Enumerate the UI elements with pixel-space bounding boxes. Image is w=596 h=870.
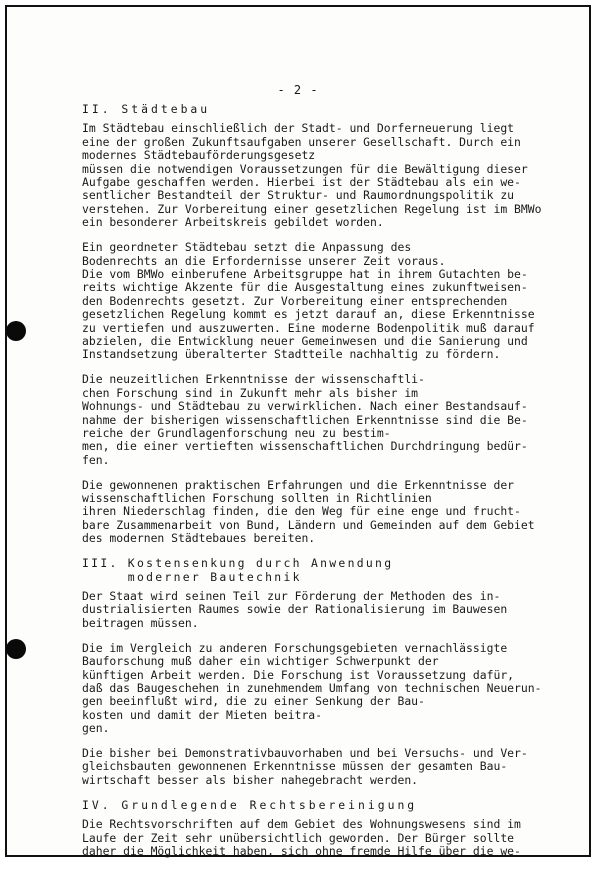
text-line: künftigen Arbeit werden. Die Forschung ist Voraussetzung dafür, <box>82 667 515 682</box>
text-line: Die gewonnenen praktischen Erfahrungen und die Erkenntnisse der <box>82 477 515 492</box>
text-line: sentlicher Bestandteil der Struktur- und Raumordnungspolitik zu <box>82 188 515 203</box>
text-line: Die neuzeitlichen Erkenntnisse der wissenschaftli- <box>82 372 425 387</box>
text-line: Instandsetzung überalterter Stadtteile nachhaltig zu fördern. <box>82 347 501 362</box>
paragraph <box>82 747 542 787</box>
text-line: beitragen müssen. <box>82 615 199 630</box>
text-line: Aufgabe geschaffen werden. Hierbei ist der Städtebau als ein we- <box>82 175 521 190</box>
text-line: nahme der bisherigen wissenschaftlichen Erkenntnisse sind die Be- <box>82 412 528 427</box>
text-line: bare Zusammenarbeit von Bund, Ländern und Gemeinden auf dem Gebiet <box>82 517 535 532</box>
section-heading: III. Kostensenkung durch Anwendung <box>82 556 394 571</box>
section-heading-continued: moderner Bautechnik <box>82 569 302 584</box>
paragraph <box>82 818 542 858</box>
text-line: modernes Städtebauförderungsgesetz <box>82 148 316 163</box>
text-line: gesetzlichen Regelung kommt es jetzt darauf an, diese Erkenntnisse <box>82 307 535 322</box>
text-line: fen. <box>82 452 110 467</box>
punch-hole <box>6 321 26 341</box>
text-line: Ein geordneter Städtebau setzt die Anpassung des <box>82 240 412 255</box>
text-line: Im Städtebau einschließlich der Stadt- und Dorferneuerung liegt <box>82 121 515 136</box>
text-line: reiche der Grundlagenforschung neu zu bestim- <box>82 425 391 440</box>
text-line: Laufe der Zeit sehr unübersichtlich geworden. Der Bürger sollte <box>82 830 515 845</box>
text-line: Die vom BMWo einberufene Arbeitsgruppe hat in ihrem Gutachten be- <box>82 266 528 281</box>
text-line: Bodenrechts an die Erfordernisse unserer Zeit voraus. <box>82 253 446 268</box>
section-heading: IV. Grundlegende Rechtsbereinigung <box>82 797 418 812</box>
paragraph <box>82 122 542 229</box>
text-line: des modernen Städtebaues bereiten. <box>82 531 316 546</box>
document-page <box>5 5 591 857</box>
text-line: Der Staat wird seinen Teil zur Förderung der Methoden des in- <box>82 589 501 603</box>
text-line: dustrialisierten Raumes sowie der Rationalisierung im Bauwesen <box>82 602 508 617</box>
text-line: den Bodenrechts gesetzt. Zur Vorbereitung einer entsprechenden <box>82 293 508 308</box>
text-line: wirtschaft besser als bisher nahegebracht werden. <box>82 772 419 787</box>
text-line: Die bisher bei Demonstrativbauvorhaben und bei Versuchs- und Ver- <box>82 746 528 761</box>
text-line: ihren Niederschlag finden, die den Weg für eine enge und frucht- <box>82 504 521 519</box>
paragraph <box>82 241 542 362</box>
punch-hole <box>6 639 26 659</box>
text-line: abzielen, die Entwicklung neuer Gemeinwesen und die Sanierung und <box>82 334 528 348</box>
paragraph <box>82 373 542 467</box>
paragraph <box>82 590 542 630</box>
text-line: kosten und damit der Mieten beitra- <box>82 707 323 722</box>
text-line: Die Rechtsvorschriften auf dem Gebiet des Wohnungswesens sind im <box>82 817 521 832</box>
text-line: Bauforschung muß daher ein wichtiger Schwerpunkt der <box>82 654 439 669</box>
text-line: Die im Vergleich zu anderen Forschungsgebieten vernachlässigte <box>82 640 508 655</box>
text-line: reits wichtige Akzente für die Ausgestaltung eines zukunftweisen- <box>82 280 528 295</box>
text-line: ein besonderer Arbeitskreis gebildet worden. <box>82 215 384 230</box>
text-line: gleichsbauten gewonnenen Erkenntnisse müssen der gesamten Bau- <box>82 759 508 774</box>
text-line: verstehen. Zur Vorbereitung einer gesetzlichen Regelung ist im BMWo <box>82 201 542 216</box>
document-body <box>82 103 542 870</box>
text-line: gen. <box>82 721 110 736</box>
text-line: wissenschaftlichen Forschung sollten in Richtlinien <box>82 491 432 506</box>
text-line: gen beeinflußt wird, die zu einer Senkung der Bau- <box>82 694 425 709</box>
text-line: müssen die notwendigen Voraussetzungen für die Bewältigung dieser <box>82 161 528 176</box>
page-number: - 2 - <box>277 83 319 97</box>
text-line: chen Forschung sind in Zukunft mehr als bisher im <box>82 385 419 400</box>
paragraph <box>82 479 542 546</box>
text-line: eine der großen Zukunftsaufgaben unserer Gesellschaft. Durch ein <box>82 134 521 149</box>
text-line: daher die Möglichkeit haben, sich ohne fremde Hilfe über die we- <box>82 844 521 858</box>
section-heading: II. Städtebau <box>82 102 211 116</box>
text-line: zu vertiefen und auszuwerten. Eine moderne Bodenpolitik muß darauf <box>82 320 535 335</box>
paragraph <box>82 642 542 736</box>
text-line: daß das Baugeschehen in zunehmendem Umfang von technischen Neuerun- <box>82 680 542 695</box>
text-line: Wohnungs- und Städtebau zu verwirklichen. Nach einer Bestandsauf- <box>82 399 528 414</box>
text-line: men, die einer vertieften wissenschaftlichen Durchdringung bedür- <box>82 439 528 454</box>
